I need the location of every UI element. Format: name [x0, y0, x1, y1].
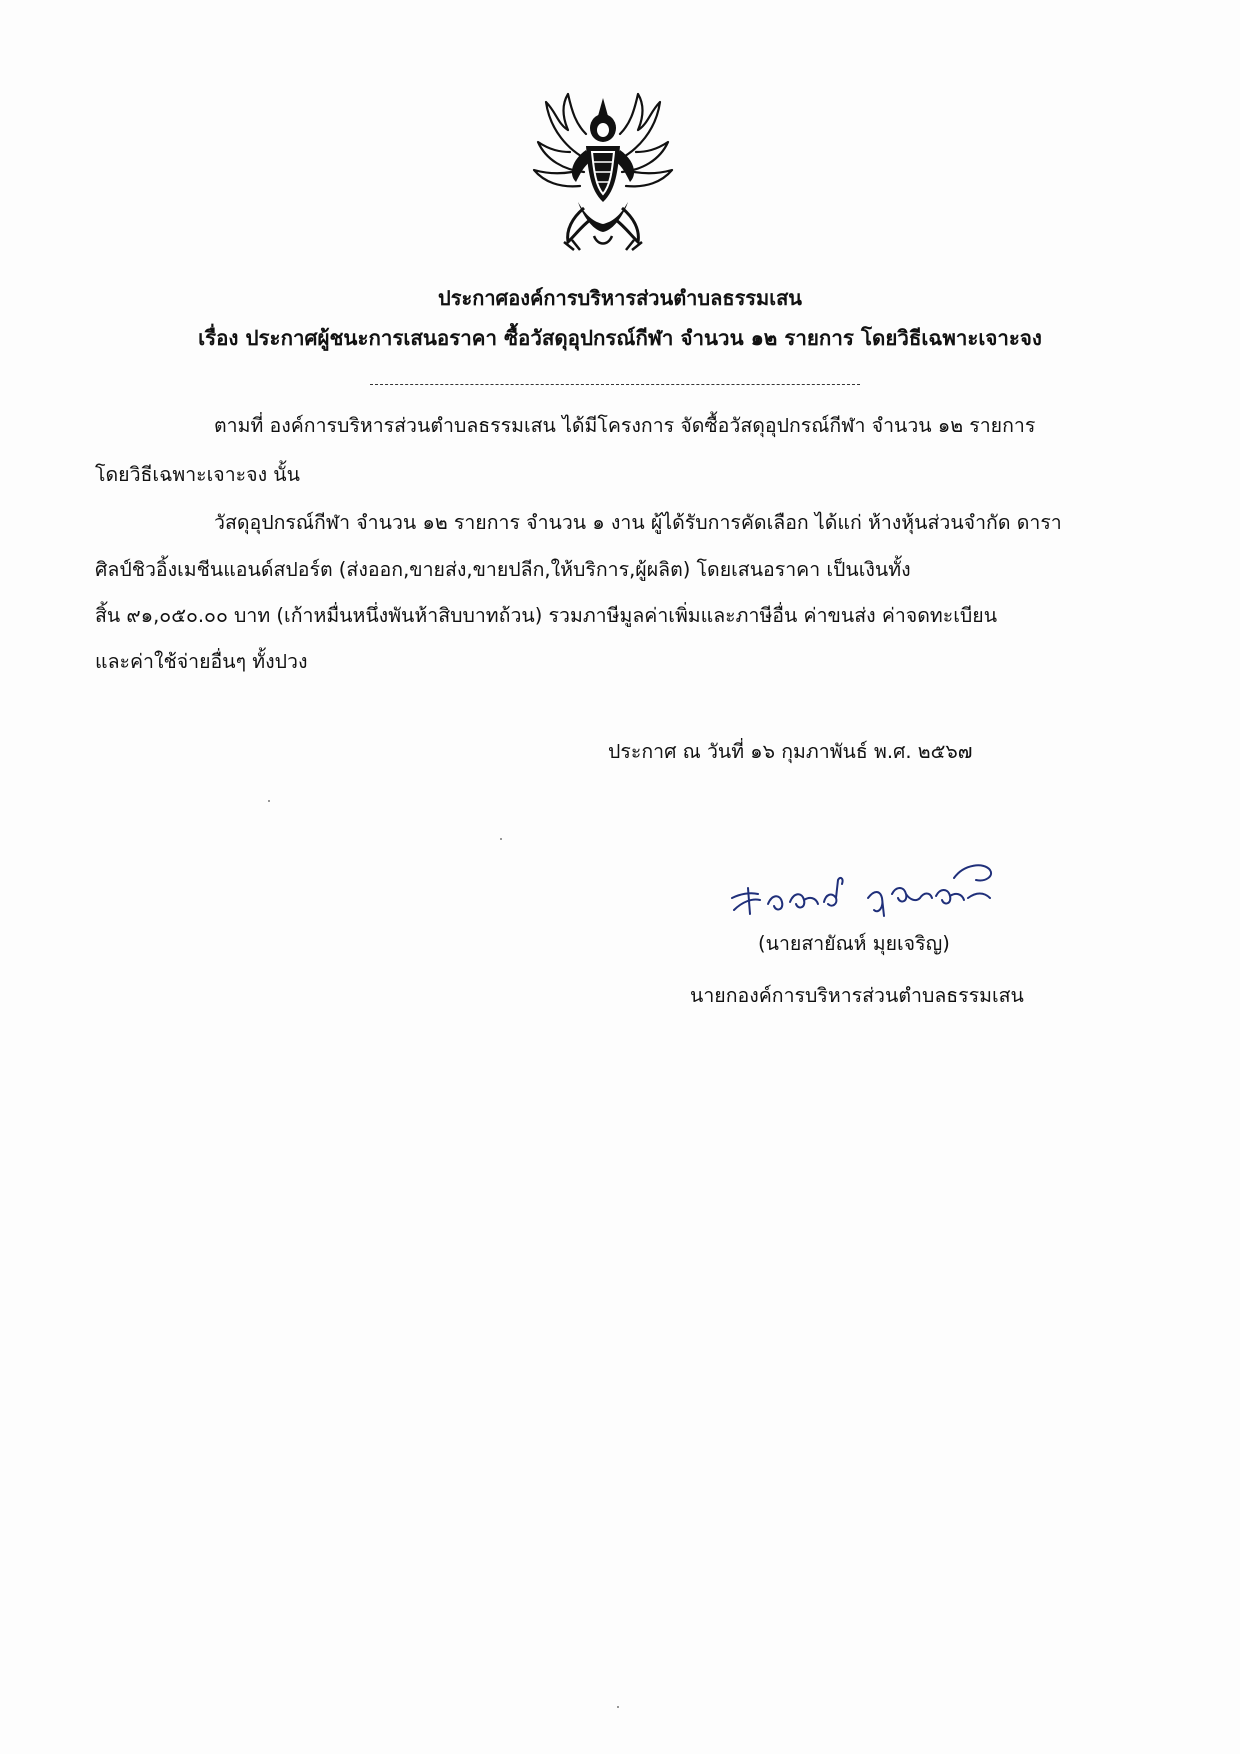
paragraph-1-line-1: ตามที่ องค์การบริหารส่วนตำบลธรรมเสน ได้มีโครงการ จัดซื้อวัสดุอุปกรณ์กีฬา จำนวน ๑๒ รายการ: [214, 414, 1036, 437]
date-line: ประกาศ ณ วันที่ ๑๖ กุมภาพันธ์ พ.ศ. ๒๕๖๗: [608, 740, 973, 763]
signatory-position: นายกองค์การบริหารส่วนตำบลธรรมเสน: [690, 984, 1024, 1007]
scan-speck: [617, 1706, 619, 1708]
subject-line: เรื่อง ประกาศผู้ชนะการเสนอราคา ซื้อวัสดุอุปกรณ์กีฬา จำนวน ๑๒ รายการ โดยวิธีเฉพาะเจาะจง: [198, 326, 1042, 350]
signatory-name: (นายสายัณห์ มุยเจริญ): [758, 932, 950, 955]
separator-divider: [370, 384, 860, 385]
paragraph-2-line-1: วัสดุอุปกรณ์กีฬา จำนวน ๑๒ รายการ จำนวน ๑ งาน ผู้ได้รับการคัดเลือก ได้แก่ ห้างหุ้นส่วนจำกัด ดารา: [214, 511, 1062, 534]
paragraph-2-line-4: และค่าใช้จ่ายอื่นๆ ทั้งปวง: [95, 650, 308, 673]
scan-speck: [268, 800, 270, 802]
scan-speck: [500, 838, 502, 840]
garuda-emblem-icon: [528, 90, 678, 258]
page-title: ประกาศองค์การบริหารส่วนตำบลธรรมเสน: [438, 286, 802, 310]
paragraph-2-line-2: ศิลป์ชิวอิ้งเมชีนแอนด์สปอร์ต (ส่งออก,ขายส่ง,ขายปลีก,ให้บริการ,ผู้ผลิต) โดยเสนอราคา เป็นเงินทั้ง: [95, 558, 911, 581]
paragraph-1-line-2: โดยวิธีเฉพาะเจาะจง นั้น: [95, 463, 300, 486]
paragraph-2-line-3: สิ้น ๙๑,๐๕๐.๐๐ บาท (เก้าหมื่นหนึ่งพันห้าสิบบาทถ้วน) รวมภาษีมูลค่าเพิ่มและภาษีอื่น ค่าขนส่ง ค่าจดทะเบียน: [95, 604, 998, 627]
handwritten-signature-icon: [728, 858, 1028, 928]
